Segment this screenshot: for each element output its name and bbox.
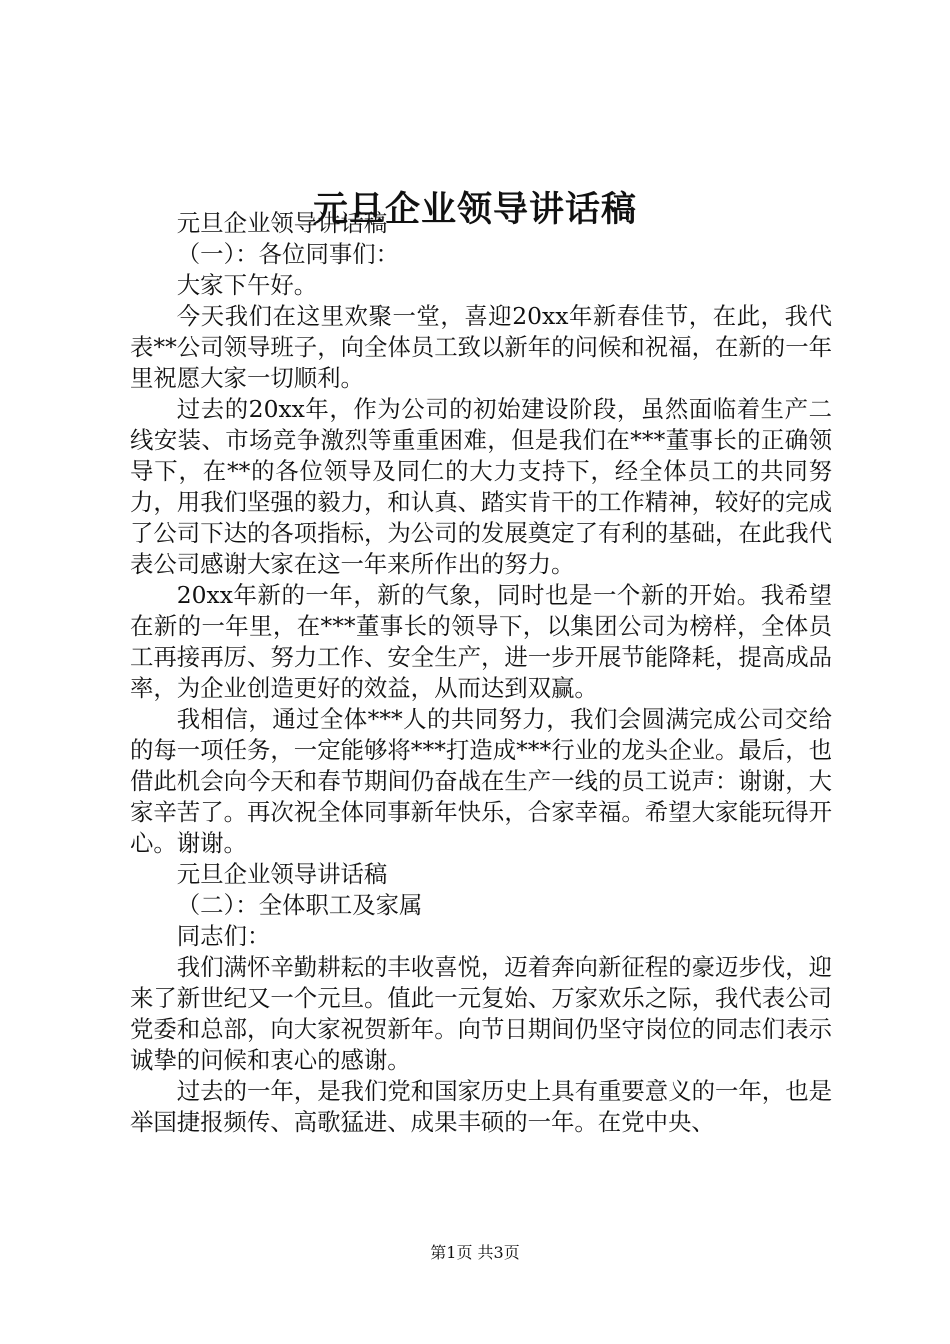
document-body	[130, 208, 832, 1138]
page-footer: 第1页 共3页	[430, 1243, 520, 1262]
paragraph: 过去的一年，是我们党和国家历史上具有重要意义的一年，也是举国捷报频传、高歌猛进、成果丰硕的一年。在党中央、	[130, 1077, 832, 1136]
paragraph: （一）：各位同事们：	[176, 240, 400, 268]
paragraph: 我们满怀辛勤耕耘的丰收喜悦，迈着奔向新征程的豪迈步伐，迎来了新世纪又一个元旦。值此一元复始、万家欢乐之际，我代表公司党委和总部，向大家祝贺新年。向节日期间仍坚守岗位的同志们表示诚挚的问候和衷心的感谢。	[130, 953, 832, 1074]
paragraph: 过去的20xx年，作为公司的初始建设阶段，虽然面临着生产二线安装、市场竞争激烈等重重困难，但是我们在***董事长的正确领导下，在**的各位领导及同仁的大力支持下，经全体员工的共同努力，用我们坚强的毅力，和认真、踏实肯干的工作精神，较好的完成了公司下达的各项指标，为公司的发展奠定了有利的基础，在此我代表公司感谢大家在这一年来所作出的努力。	[130, 395, 832, 578]
paragraph: 大家下午好。	[176, 271, 318, 299]
paragraph: 元旦企业领导讲话稿	[176, 209, 388, 237]
paragraph: 元旦企业领导讲话稿	[176, 860, 388, 888]
paragraph: 同志们：	[176, 922, 271, 950]
paragraph: 20xx年新的一年，新的气象，同时也是一个新的开始。我希望在新的一年里，在***董事长的领导下，以集团公司为榜样，全体员工再接再厉、努力工作、安全生产，进一步开展节能降耗，提高成品率，为企业创造更好的效益，从而达到双赢。	[130, 581, 832, 702]
paragraph: 我相信，通过全体***人的共同努力，我们会圆满完成公司交给的每一项任务，一定能够将***打造成***行业的龙头企业。最后，也借此机会向今天和春节期间仍奋战在生产一线的员工说声：谢谢，大家辛苦了。再次祝全体同事新年快乐，合家幸福。希望大家能玩得开心。谢谢。	[130, 705, 832, 857]
document-title: 元旦企业领导讲话稿	[312, 189, 637, 230]
paragraph: 今天我们在这里欢聚一堂，喜迎20xx年新春佳节，在此，我代表**公司领导班子，向全体员工致以新年的问候和祝福，在新的一年里祝愿大家一切顺利。	[130, 302, 832, 392]
paragraph: （二）：全体职工及家属	[176, 891, 423, 919]
